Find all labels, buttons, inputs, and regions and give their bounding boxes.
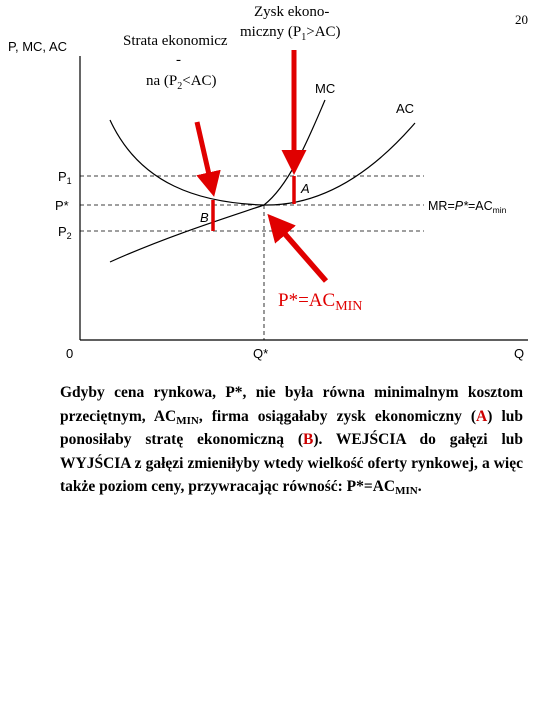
caption-text: Gdyby cena rynkowa, P*, nie była równa minimalnym kosztom przeciętnym, $AC_{MIN}$, firma osiągałaby zysk ekonomiczny (A) lub ponosiłaby stratę ekonomiczną (B). WEJŚCIA do gałęzi lub WYJŚCIA z gałęzi zmieniłyby wtedy wielkość oferty rynkowej, a więc także poziom ceny, przywracając równość: $P*=AC_{MIN}$. <box>60 384 523 497</box>
ac-curve <box>110 120 415 205</box>
pstar-tick-label: P* <box>55 198 69 213</box>
y-axis-label: P, MC, AC <box>8 39 68 54</box>
mr-line-label: $MR=P*=AC_{min}$ <box>428 199 507 215</box>
profit-annotation-line1: Zysk ekono- <box>254 4 330 20</box>
x-axis-label: Q <box>514 346 525 361</box>
qstar-tick-label: Q* <box>253 346 269 361</box>
loss-arrow <box>197 122 213 192</box>
profit-annotation-line2: miczny $(P_1>AC)$ <box>240 24 341 43</box>
area-a-label: A <box>301 181 310 196</box>
equilibrium-arrow <box>271 218 326 281</box>
equilibrium-label: $P*=AC_{MIN}$ <box>278 290 363 314</box>
p1-tick-label: $P_1$ <box>58 169 72 186</box>
origin-label: 0 <box>66 346 74 361</box>
ac-curve-label: AC <box>396 101 415 116</box>
mc-curve-label: MC <box>315 81 336 96</box>
caption-area-a: A <box>476 407 488 425</box>
caption-area-b: B <box>303 431 314 448</box>
loss-annotation-line1: Strata ekonomicz <box>123 33 228 49</box>
loss-annotation-line2: - <box>176 52 181 68</box>
loss-annotation-line3: na $(P_2<AC)$ <box>146 73 217 92</box>
p2-tick-label: $P_2$ <box>58 224 72 241</box>
page-number: 20 <box>515 12 528 27</box>
area-b-label: B <box>200 210 209 225</box>
